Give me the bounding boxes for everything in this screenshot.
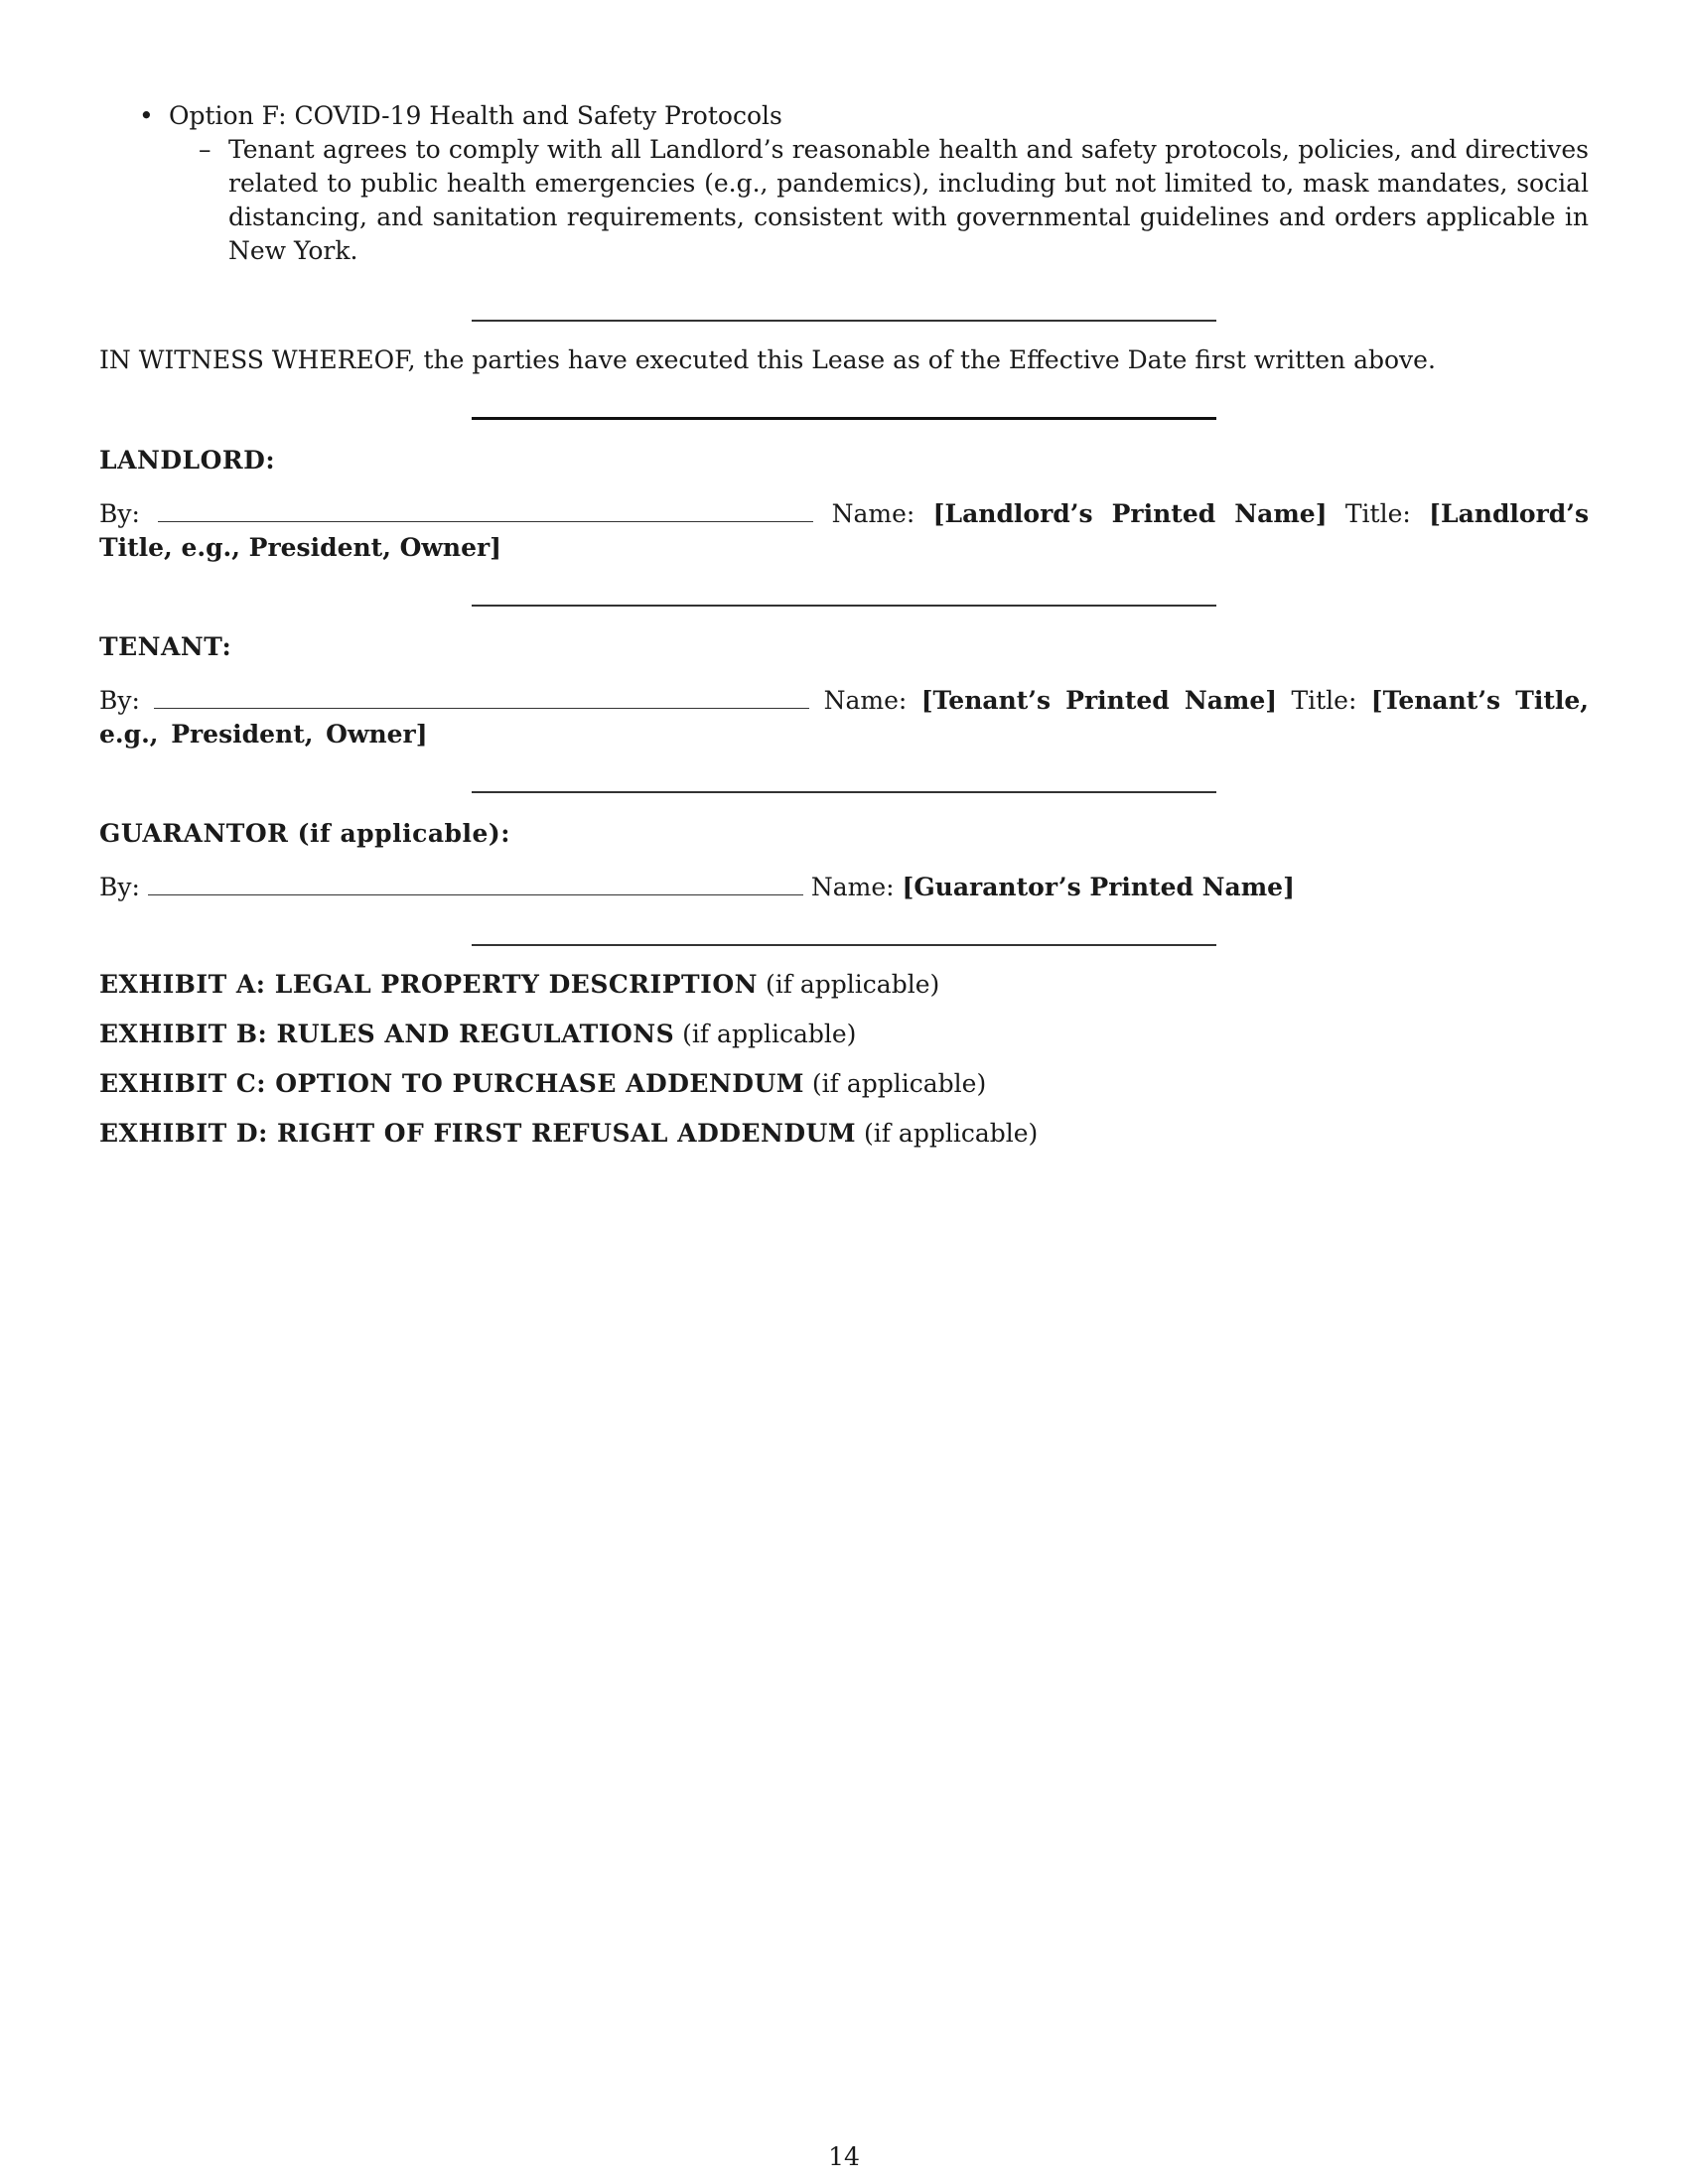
guarantor-heading: GUARANTOR (if applicable): bbox=[99, 819, 510, 848]
tenant-name-label: Name: bbox=[823, 686, 908, 715]
dash-icon: – bbox=[199, 135, 211, 164]
divider bbox=[472, 791, 1216, 793]
landlord-signature-line[interactable] bbox=[158, 493, 813, 522]
guarantor-signature-line[interactable] bbox=[148, 867, 803, 895]
landlord-name-value: [Landlord’s Printed Name] bbox=[932, 499, 1328, 528]
exhibit-c bbox=[99, 1067, 1589, 1101]
tenant-signature-block bbox=[99, 680, 1589, 751]
exhibit-a bbox=[99, 968, 1589, 1002]
landlord-title-value: [Landlord’s Title, e.g., President, Owner] bbox=[99, 499, 1590, 562]
landlord-name-label: Name: bbox=[831, 499, 915, 528]
guarantor-by-label: By: bbox=[99, 873, 140, 901]
exhibit-note: (if applicable) bbox=[682, 1020, 857, 1048]
divider bbox=[472, 605, 1216, 607]
guarantor-name-value: [Guarantor’s Printed Name] bbox=[902, 873, 1295, 901]
tenant-title-label: Title: bbox=[1291, 686, 1357, 715]
tenant-title-value: [Tenant’s Title, e.g., President, Owner] bbox=[99, 686, 1589, 749]
exhibit-d bbox=[99, 1117, 1589, 1151]
tenant-heading: TENANT: bbox=[99, 632, 232, 661]
option-f-title: Option F: COVID-19 Health and Safety Protocols bbox=[169, 101, 782, 130]
bullet-icon: • bbox=[139, 101, 154, 130]
exhibit-note: (if applicable) bbox=[811, 1069, 987, 1098]
witness-clause: IN WITNESS WHEREOF, the parties have executed this Lease as of the Effective Date first written above. bbox=[99, 345, 1436, 374]
page-number: 14 bbox=[828, 2142, 860, 2171]
divider bbox=[472, 944, 1216, 946]
exhibit-b bbox=[99, 1018, 1589, 1051]
option-f-text: Tenant agrees to comply with all Landlord’s reasonable health and safety protocols, policies, and directives related to public health emergencies (e.g., pandemics), including but not limited to, mask mandates, social distancing, and sanitation requirements, consistent with governmental guidelines and orders applicable in New York. bbox=[228, 135, 1589, 265]
exhibit-note: (if applicable) bbox=[765, 970, 940, 999]
landlord-signature-block bbox=[99, 493, 1589, 565]
tenant-signature-line[interactable] bbox=[154, 680, 809, 709]
divider bbox=[472, 417, 1216, 420]
landlord-by-label: By: bbox=[99, 499, 140, 528]
option-f-subitem bbox=[99, 133, 1589, 268]
option-f-item bbox=[99, 99, 1589, 133]
document-page bbox=[99, 99, 1589, 1166]
exhibit-note: (if applicable) bbox=[863, 1119, 1039, 1148]
exhibit-title: EXHIBIT D: RIGHT OF FIRST REFUSAL ADDENDUM bbox=[99, 1119, 857, 1148]
divider bbox=[472, 320, 1216, 322]
tenant-name-value: [Tenant’s Printed Name] bbox=[920, 686, 1278, 715]
exhibit-title: EXHIBIT B: RULES AND REGULATIONS bbox=[99, 1020, 675, 1048]
landlord-heading: LANDLORD: bbox=[99, 446, 276, 475]
exhibit-title: EXHIBIT A: LEGAL PROPERTY DESCRIPTION bbox=[99, 970, 758, 999]
guarantor-name-label: Name: bbox=[810, 873, 895, 901]
exhibit-title: EXHIBIT C: OPTION TO PURCHASE ADDENDUM bbox=[99, 1069, 804, 1098]
guarantor-signature-block bbox=[99, 867, 1589, 904]
landlord-title-label: Title: bbox=[1344, 499, 1411, 528]
tenant-by-label: By: bbox=[99, 686, 140, 715]
exhibit-list bbox=[99, 968, 1589, 1151]
